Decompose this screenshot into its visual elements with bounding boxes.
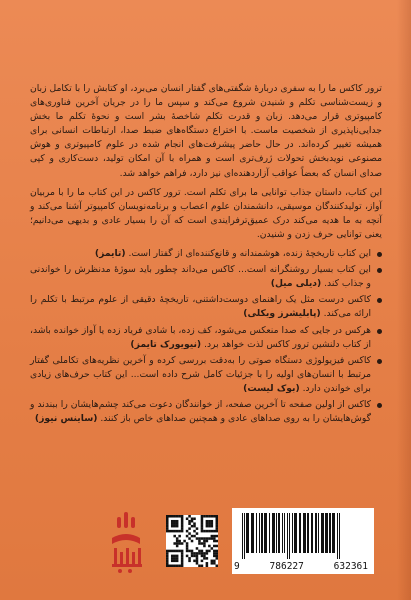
qr-module [186, 550, 189, 553]
barcode-bar [269, 513, 270, 553]
qr-module [176, 545, 179, 548]
qr-module [201, 522, 204, 525]
qr-module [198, 552, 201, 555]
qr-module [196, 560, 199, 563]
qr-module [208, 525, 211, 528]
qr-module [171, 515, 174, 518]
qr-module [201, 537, 204, 540]
qr-module [181, 520, 184, 523]
review-quote [30, 263, 382, 291]
qr-module [181, 557, 184, 560]
qr-module [206, 562, 209, 565]
qr-module [216, 565, 218, 567]
qr-module [173, 515, 176, 518]
barcode-bar [292, 513, 293, 553]
quote-source: (تایمز) [94, 248, 126, 260]
qr-module [186, 517, 189, 520]
barcode-bar [278, 513, 280, 553]
qr-module [203, 542, 206, 545]
barcode-bar [272, 513, 275, 553]
barcode-digit-group-1: 786227 [269, 561, 304, 572]
publisher-logo [106, 508, 146, 578]
barcode-bar [318, 513, 319, 553]
qr-module [193, 525, 196, 528]
qr-module [166, 550, 169, 553]
blurb-text [30, 82, 382, 428]
qr-module [206, 540, 209, 543]
qr-module [211, 520, 214, 523]
qr-module [178, 515, 181, 518]
barcode-digits [232, 561, 374, 572]
qr-module [173, 520, 176, 523]
qr-module [216, 525, 218, 528]
qr-module [208, 520, 211, 523]
qr-module [176, 560, 179, 563]
qr-module [173, 565, 176, 567]
barcode-bar [287, 513, 288, 559]
qr-module [196, 555, 199, 558]
qr-module [203, 552, 206, 555]
qr-module [196, 527, 199, 530]
qr-module [186, 530, 189, 533]
qr-module [171, 520, 174, 523]
qr-module [188, 550, 191, 553]
qr-module [206, 565, 209, 567]
qr-module [171, 522, 174, 525]
qr-module [178, 530, 181, 533]
qr-module [201, 542, 204, 545]
qr-code [166, 515, 218, 567]
qr-module [216, 545, 218, 548]
qr-module [201, 552, 204, 555]
qr-module [208, 550, 211, 553]
quote-text: کاکس درست مثل یک راهنمای دوست‌داشتنی، تاریخچهٔ دقیقی از علوم مرتبط با تکلم را ارائه می‌کند. [30, 294, 371, 320]
qr-module [181, 562, 184, 565]
qr-module [191, 555, 194, 558]
qr-module [213, 515, 216, 518]
qr-module [166, 525, 169, 528]
barcode-bar [315, 513, 317, 553]
qr-module [188, 532, 191, 535]
review-quote [30, 324, 382, 352]
qr-module [211, 530, 214, 533]
qr-module [173, 555, 176, 558]
barcode-bar [337, 513, 338, 559]
qr-module [211, 515, 214, 518]
qr-module [208, 537, 211, 540]
qr-module [196, 552, 199, 555]
qr-module [208, 530, 211, 533]
qr-module [188, 520, 191, 523]
qr-module [201, 515, 204, 518]
qr-module [216, 530, 218, 533]
qr-module [211, 535, 214, 538]
qr-module [173, 522, 176, 525]
qr-module [176, 520, 179, 523]
spine-shadow [397, 0, 411, 600]
barcode-bar [282, 513, 283, 553]
qr-code-icon [166, 515, 218, 567]
qr-module [193, 560, 196, 563]
review-quote [30, 293, 382, 321]
qr-module [208, 515, 211, 518]
barcode-bar [256, 513, 257, 553]
qr-module [166, 527, 169, 530]
qr-module [216, 550, 218, 553]
qr-module [186, 547, 189, 550]
qr-module [201, 565, 204, 567]
quote-source: (ساینس نیوز) [34, 413, 98, 425]
qr-module [201, 517, 204, 520]
barcode-bar [325, 513, 328, 553]
qr-module [181, 550, 184, 553]
quote-text: هرکس در جایی که صدا منعکس می‌شود، کف زده، با شادی فریاد زده یا آواز خوانده باشد، از کتاب دلنشین ترور کاکس لذت خواهد برد. [30, 324, 371, 350]
qr-module [206, 557, 209, 560]
qr-module [168, 515, 171, 518]
qr-module [213, 540, 216, 543]
qr-module [178, 540, 181, 543]
qr-module [206, 530, 209, 533]
qr-module [188, 557, 191, 560]
qr-module [176, 555, 179, 558]
qr-module [181, 560, 184, 563]
barcode-bar [332, 513, 335, 553]
qr-module [176, 542, 179, 545]
qr-module [173, 535, 176, 538]
qr-module [206, 522, 209, 525]
qr-module [181, 530, 184, 533]
qr-module [173, 560, 176, 563]
qr-module [206, 550, 209, 553]
qr-module [213, 530, 216, 533]
barcode-digit-lead: 9 [234, 561, 240, 572]
qr-module [188, 522, 191, 525]
quote-text: کاکس فیزیولوژی دستگاه صوتی را به‌دقت بررسی کرده و آخرین نظریه‌های تکاملی گفتار مرتبط با انسان‌های اولیه را با جزئیات کامل شرح داده است... این کتاب حرف‌های زیادی برای خواندن دارد. [30, 354, 371, 394]
qr-module [173, 542, 176, 545]
qr-module [178, 550, 181, 553]
qr-module [213, 535, 216, 538]
qr-module [183, 540, 186, 543]
barcode-bar [284, 513, 285, 553]
qr-module [173, 525, 176, 528]
qr-module [178, 565, 181, 567]
qr-module [201, 520, 204, 523]
qr-module [176, 557, 179, 560]
qr-module [171, 555, 174, 558]
qr-module [171, 560, 174, 563]
barcode-bar [299, 513, 301, 553]
qr-module [166, 555, 169, 558]
qr-module [216, 515, 218, 518]
qr-module [166, 520, 169, 523]
qr-module [216, 540, 218, 543]
qr-module [213, 560, 216, 563]
review-quotes-list [30, 247, 382, 426]
qr-module [196, 532, 199, 535]
qr-module [198, 550, 201, 553]
qr-module [203, 515, 206, 518]
qr-module [211, 537, 214, 540]
qr-module [191, 540, 194, 543]
qr-module [168, 530, 171, 533]
qr-module [186, 542, 189, 545]
qr-module [176, 515, 179, 518]
qr-module [181, 527, 184, 530]
qr-module [181, 552, 184, 555]
qr-module [191, 535, 194, 538]
qr-module [171, 530, 174, 533]
qr-module [201, 560, 204, 563]
qr-module [211, 525, 214, 528]
qr-module [191, 552, 194, 555]
barcode-bar [261, 513, 263, 553]
qr-module [196, 537, 199, 540]
qr-module [176, 522, 179, 525]
quote-source: (بوک لیست) [243, 382, 300, 394]
qr-module [171, 525, 174, 528]
qr-module [198, 537, 201, 540]
qr-module [191, 520, 194, 523]
qr-module [171, 557, 174, 560]
qr-module [208, 522, 211, 525]
isbn-barcode [232, 508, 374, 574]
barcode-bar [246, 513, 249, 553]
barcode-bar [294, 513, 297, 553]
qr-module [181, 542, 184, 545]
barcode-bar [264, 513, 267, 553]
barcode-bar [329, 513, 331, 553]
qr-module [206, 520, 209, 523]
qr-module [166, 557, 169, 560]
qr-module [198, 565, 201, 567]
blurb-paragraph-2: این کتاب، داستان جذاب توانایی ما برای تکلم است. ترور کاکس در این کتاب ما را با مربیان آواز، تولیدکنندگان موسیقی، دانشمندان علوم اعصاب و برنامه‌نویسان کامپیوتر آشنا می‌کند و آنچه به ما هدیه می‌کند درک عمیق‌ترفرایندی است که آن را بسیار عادی و بدیهی می‌دانیم؛ یعنی توانایی حرف زدن و شنیدن. [30, 186, 382, 240]
barcode-digit-group-2: 632361 [333, 561, 368, 572]
qr-module [166, 530, 169, 533]
qr-module [166, 517, 169, 520]
quote-source: (نیویورک تایمز) [130, 338, 202, 350]
qr-module [186, 555, 189, 558]
qr-module [216, 527, 218, 530]
qr-module [173, 530, 176, 533]
quote-source: (پابلیشرز ویکلی) [243, 308, 321, 320]
qr-module [216, 522, 218, 525]
qr-module [176, 565, 179, 567]
qr-module [191, 525, 194, 528]
qr-module [213, 562, 216, 565]
barcode-bar [251, 513, 254, 553]
barcode-bar [276, 513, 277, 553]
qr-module [181, 517, 184, 520]
qr-module [171, 550, 174, 553]
barcode-bar [244, 513, 245, 559]
quote-text: این کتاب تاریخچهٔ زنده، هوشمندانه و قانع‌کننده‌ای از گفتار است. [128, 248, 371, 260]
barcode-bar [289, 513, 290, 559]
qr-module [173, 557, 176, 560]
quote-text: این کتاب بسیار روشنگرانه است... کاکس می‌داند چطور باید سوژهٔ مدنظرش را خواندنی و جذاب کند. [30, 264, 371, 290]
qr-module [213, 555, 216, 558]
review-quote [30, 398, 382, 426]
qr-module [166, 515, 169, 518]
qr-module [203, 557, 206, 560]
qr-module [168, 550, 171, 553]
qr-module [178, 535, 181, 538]
qr-module [171, 565, 174, 567]
qr-module [188, 527, 191, 530]
qr-module [201, 530, 204, 533]
qr-module [178, 542, 181, 545]
qr-module [206, 552, 209, 555]
qr-module [211, 522, 214, 525]
qr-module [216, 535, 218, 538]
qr-module [211, 560, 214, 563]
barcode-bar [321, 513, 324, 553]
qr-module [213, 552, 216, 555]
qr-module [216, 555, 218, 558]
qr-module [201, 525, 204, 528]
qr-module [206, 537, 209, 540]
qr-module [181, 555, 184, 558]
qr-module [213, 537, 216, 540]
review-quote [30, 247, 382, 261]
qr-module [176, 550, 179, 553]
qr-module [201, 527, 204, 530]
barcode-bar [303, 513, 306, 553]
qr-module [166, 562, 169, 565]
qr-module [186, 535, 189, 538]
qr-module [166, 565, 169, 567]
review-quote [30, 354, 382, 396]
qr-module [213, 550, 216, 553]
qr-module [206, 525, 209, 528]
qr-module [176, 537, 179, 540]
qr-module [198, 542, 201, 545]
qr-module [166, 552, 169, 555]
qr-module [193, 530, 196, 533]
qr-module [206, 515, 209, 518]
qr-module [216, 557, 218, 560]
qr-module [181, 515, 184, 518]
qr-module [193, 522, 196, 525]
qr-module [203, 555, 206, 558]
qr-module [166, 522, 169, 525]
barcode-bar [339, 513, 340, 559]
qr-module [203, 537, 206, 540]
qr-module [196, 547, 199, 550]
qr-module [193, 552, 196, 555]
qr-module [176, 540, 179, 543]
barcode-bar [242, 513, 243, 559]
qr-module [201, 555, 204, 558]
qr-module [203, 530, 206, 533]
qr-module [213, 545, 216, 548]
qr-module [173, 550, 176, 553]
qr-module [166, 560, 169, 563]
qr-module [216, 552, 218, 555]
qr-module [211, 562, 214, 565]
qr-module [188, 537, 191, 540]
barcode-bar [307, 513, 309, 553]
blurb-paragraph-1: ترور کاکس ما را به سفری دربارهٔ شگفتی‌های گفتار انسان می‌برد، او کتابش را با تکامل زبان و زیست‌شناسی تکلم و شنیدن شروع می‌کند و سپس ما را در جریان آخرین فناوری‌های کامپیوتری قرار می‌دهد. زبان و قدرت تکلم شاخصهٔ بشر است و نحوهٔ تکلم ما بخش جدایی‌ناپذیری از شخصیت ماست. با اختراع دستگاه‌های ضبط صدا، ارتباطات انسانی برای همیشه تغییر کرده‌اند. در حال حاضر پیشرفت‌های انجام شده در علوم کامپیوتری و هوش مصنوعی نویدبخش تحولات ژرف‌تری است و همراه با آن امکان تولید، دست‌کاری و کپی صدای انسان که بعضاً عواقب آزاردهنده‌ای نیز دارد، فراهم خواهد شد. [30, 83, 382, 179]
qr-module [193, 555, 196, 558]
qr-module [216, 520, 218, 523]
qr-module [181, 525, 184, 528]
qr-module [203, 540, 206, 543]
qr-module [168, 565, 171, 567]
qr-module [176, 525, 179, 528]
qr-module [196, 562, 199, 565]
qr-module [193, 517, 196, 520]
qr-module [201, 550, 204, 553]
qr-module [188, 515, 191, 518]
qr-module [176, 530, 179, 533]
qr-module [181, 565, 184, 567]
qr-module [198, 540, 201, 543]
barcode-bar [311, 513, 313, 553]
qr-module [181, 522, 184, 525]
qr-module [203, 545, 206, 548]
qr-module [191, 517, 194, 520]
quote-source: (دیلی میل) [270, 278, 322, 290]
qr-module [186, 545, 189, 548]
qr-module [216, 517, 218, 520]
qr-module [191, 550, 194, 553]
publisher-logo-icon [106, 508, 146, 578]
barcode-bars [240, 513, 366, 559]
qr-module [188, 560, 191, 563]
qr-module [208, 545, 211, 548]
qr-module [196, 557, 199, 560]
barcode-bar [259, 513, 260, 553]
quote-text: کاکس از اولین صفحه تا آخرین صفحه، از خوانندگان دعوت می‌کند چشم‌هایشان را ببندند و گوش‌هایشان را به روی صداهای عادی و همچنین صداهای خاص باز کنند. [30, 398, 371, 425]
qr-module [193, 535, 196, 538]
qr-module [211, 547, 214, 550]
